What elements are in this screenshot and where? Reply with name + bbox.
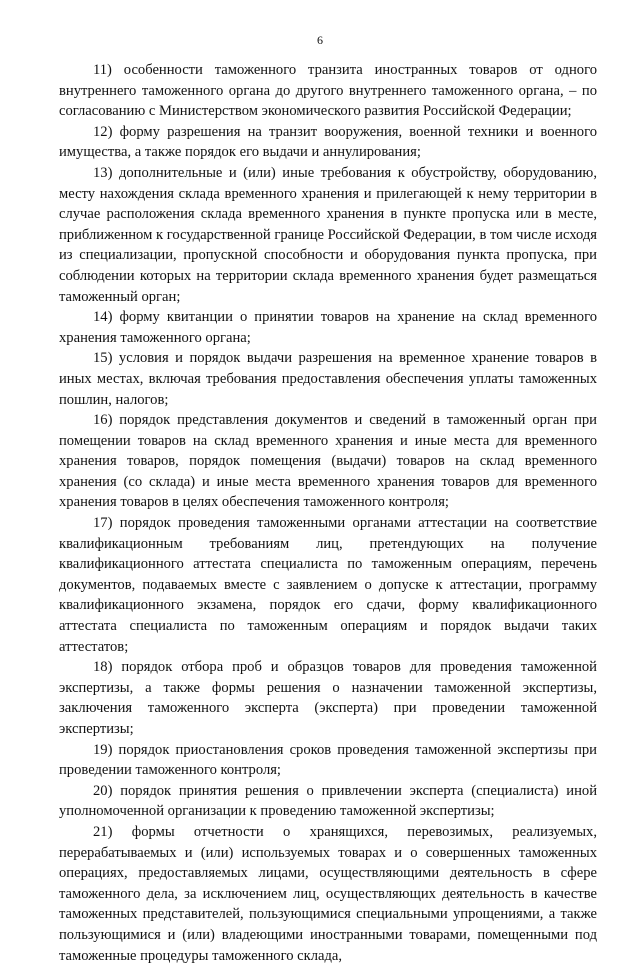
paragraph-item-11: 11) особенности таможенного транзита иностранных товаров от одного внутреннего таможенного органа до другого внутреннего таможенного органа, – по согласованию с Министерством экономического развития Российской Федерации;: [59, 62, 597, 120]
paragraph-item-20: 20) порядок принятия решения о привлечении эксперта (специалиста) иной уполномоченной организации к проведению таможенной экспертизы;: [59, 782, 597, 820]
page-number: 6: [317, 33, 323, 47]
paragraph-item-18: 18) порядок отбора проб и образцов товаров для проведения таможенной экспертизы, а также формы решения о назначении таможенной экспертизы, заключения таможенного эксперта (эксперта) при проведении таможенной экспертизы;: [59, 659, 597, 737]
paragraph-item-12: 12) форму разрешения на транзит вооружения, военной техники и военного имущества, а также порядок его выдачи и аннулирования;: [59, 123, 597, 161]
paragraph-item-14: 14) форму квитанции о принятии товаров на хранение на склад временного хранения таможенного органа;: [59, 309, 597, 346]
paragraph-item-15: 15) условия и порядок выдачи разрешения на временное хранение товаров в иных местах, включая требования предоставления обеспечения уплаты таможенных пошлин, налогов;: [59, 350, 597, 408]
paragraph-item-16: 16) порядок представления документов и сведений в таможенный орган при помещении товаров на склад временного хранения и иные места для временного хранения товаров, порядок помещения (выдачи) товаров на склад временного хранения (со склада) и иные места временного хранения товаров для временного хранения товаров в целях обеспечения таможенного контроля;: [59, 412, 597, 511]
document-body: [59, 60, 597, 966]
paragraph-item-13: 13) дополнительные и (или) иные требования к обустройству, оборудованию, месту нахождения склада временного хранения и прилегающей к нему территории в случае расположения склада временного хранения в пункте пропуска или в месте, приближенном к государственной границе Российской Федерации, в том числе исходя из специализации, пропускной способности и оборудования пункта пропуска, при соблюдении которых на территории склада временного хранения будет размещаться таможенный орган;: [59, 164, 597, 305]
paragraph-item-21: 21) формы отчетности о хранящихся, перевозимых, реализуемых, перерабатываемых и (или) используемых товарах и о совершенных таможенных операциях, предоставляемых лицами, осуществляющими деятельность в сфере таможенного дела, за исключением лиц, осуществляющих деятельность в качестве таможенных представителей, пользующимися специальными упрощениями, а также пользующимися и (или) владеющими иностранными товарами, помещенными под таможенные процедуры таможенного склада,: [59, 823, 597, 964]
paragraph-item-17: 17) порядок проведения таможенными органами аттестации на соответствие квалификационным требованиям лиц, претендующих на получение квалификационного аттестата специалиста по таможенным операциям, перечень документов, подаваемых вместе с заявлением о допуске к аттестации, программу квалификационного экзамена, порядок его сдачи, форму квалификационного аттестата специалиста по таможенным операциям и порядок выдачи таких аттестатов;: [59, 515, 597, 655]
paragraph-item-19: 19) порядок приостановления сроков проведения таможенной экспертизы при проведении таможенного контроля;: [59, 741, 597, 779]
